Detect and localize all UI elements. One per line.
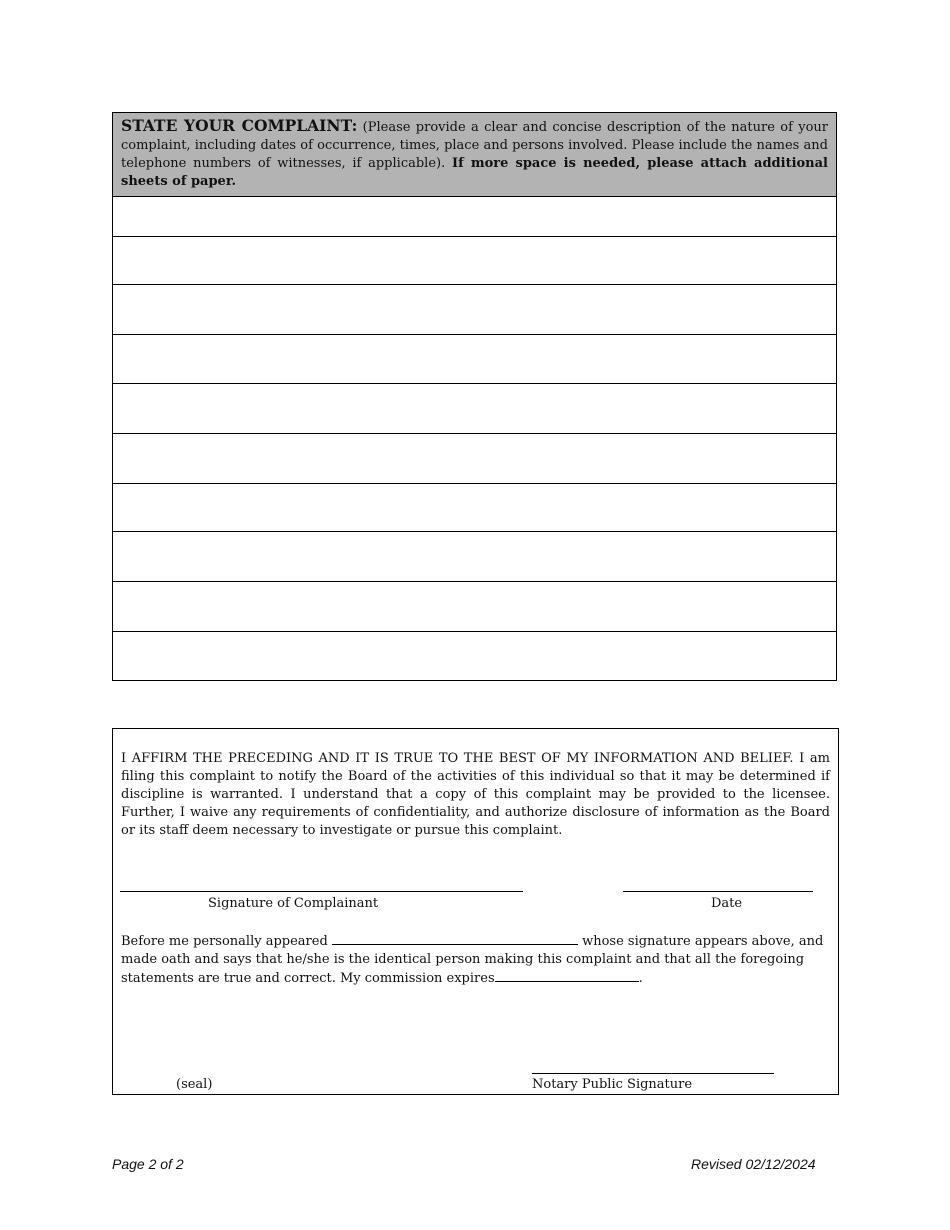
- page-number: Page 2 of 2: [112, 1156, 184, 1172]
- complaint-line[interactable]: [113, 581, 836, 631]
- complaint-instructions-bold: If more space is needed, please attach additional sheets of paper.: [121, 156, 828, 189]
- complaint-line[interactable]: [113, 334, 836, 383]
- date-line[interactable]: [623, 891, 813, 892]
- complainant-signature-line[interactable]: [120, 891, 523, 892]
- affirmation-box: [112, 728, 839, 1095]
- notary-text-part2: whose signature appears above, and made oath and says that he/she is the identical person making this complaint and that all the foregoing statements are true and correct. My commission expires: [121, 934, 824, 986]
- notary-text-part1: Before me personally appeared: [121, 934, 328, 949]
- notary-signature-line[interactable]: [532, 1073, 774, 1074]
- complaint-table: [112, 112, 837, 681]
- affirmation-text: I AFFIRM THE PRECEDING AND IT IS TRUE TO THE BEST OF MY INFORMATION AND BELIEF. I am filing this complaint to notify the Board of the activities of this individual so that it may be determined if discipline is warranted. I understand that a copy of this complaint may be provided to the licensee. Further, I waive any requirements of confidentiality, and authorize disclosure of information as the Board or its staff deem necessary to investigate or pursue this complaint.: [121, 751, 830, 838]
- commission-expires-blank[interactable]: [495, 969, 639, 982]
- appeared-name-blank[interactable]: [332, 932, 578, 945]
- complaint-title: STATE YOUR COMPLAINT:: [121, 116, 358, 135]
- notary-text-part3: .: [638, 971, 643, 986]
- complaint-line[interactable]: [113, 383, 836, 433]
- complaint-line[interactable]: [113, 433, 836, 483]
- complainant-signature-label: Signature of Complainant: [208, 896, 379, 911]
- notary-signature-label: Notary Public Signature: [532, 1077, 693, 1092]
- complaint-instructions: (Please provide a clear and concise description of the nature of your complaint, including dates of occurrence, times, place and persons involved. Please include the names and telephone numbers of witnesses, if applicable).: [121, 120, 828, 171]
- complaint-line[interactable]: [113, 531, 836, 581]
- complaint-line[interactable]: [113, 236, 836, 284]
- notary-text: [121, 932, 830, 988]
- date-label: Date: [711, 896, 743, 911]
- complaint-lines: [113, 197, 836, 680]
- seal-label: (seal): [176, 1077, 213, 1092]
- complaint-header: [113, 113, 836, 197]
- complaint-line[interactable]: [113, 197, 836, 236]
- complaint-line[interactable]: [113, 483, 836, 531]
- revised-date: Revised 02/12/2024: [691, 1156, 816, 1172]
- complaint-line[interactable]: [113, 631, 836, 680]
- complaint-line[interactable]: [113, 284, 836, 334]
